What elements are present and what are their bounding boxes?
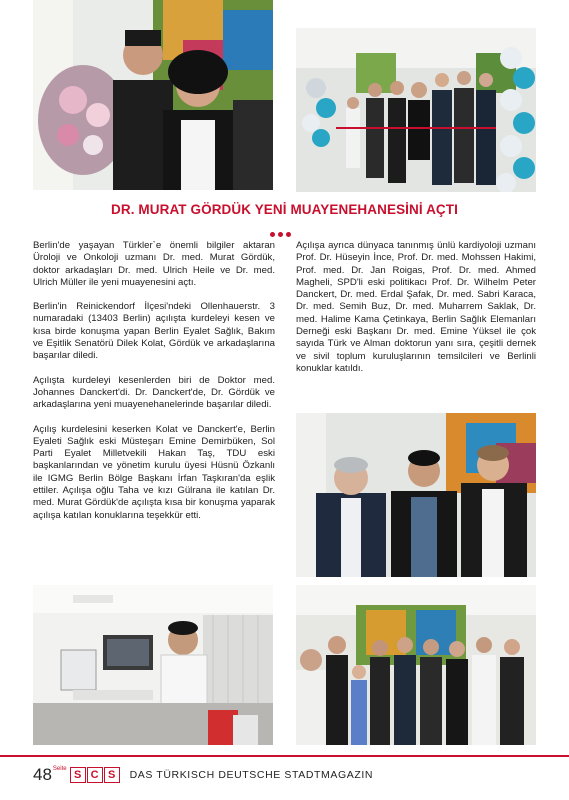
photo-ribbon-cutting [296,28,536,192]
paragraph: Açılışta kurdeleyi kesenlerden biri de Doktor med. Johannes Danckert'di. Dr. Danckert'de, Dr. Gördük ve arkadaşlarına yeni muayenehanelerinde başarılar diledi. [33,374,275,411]
headline-ornament [270,224,300,230]
photo-group [296,585,536,745]
magazine-logo [70,767,120,783]
article-column-left [33,240,275,534]
page-word: Seite [52,766,67,772]
page-number: 48 [33,765,52,784]
paragraph: Berlin'de yaşayan Türkler`e önemli bilgiler aktaran Üroloji ve Onkoloji uzmanı Dr. med. Murat Gördük, doktor arkadaşları Dr. med. Ulrich Heile ve Dr. med. Ulrich Müller ile yeni muayenesini açtı. [33,240,275,288]
photo-couple-flowers [33,0,273,190]
article-headline: DR. MURAT GÖRDÜK YENİ MUAYENEHANESİNİ AÇTI [111,202,458,217]
paragraph: Açılış kurdelesini keserken Kolat ve Danckert'e, Berlin Eyaleti Sağlık eski Müsteşarı Emine Demirbüken, Sol Parti Eyalet Milletvekili Hakan Taş, TDU eski başkanlarından ve yönetim kurulu üyesi Hüsnü Özkanlı ile IGMG Berlin Bölge Başkanı İrfan Taşkıran'da eşlik ettiler. Açılışa oğlu Taha ve kızı Gülrana ile katılan Dr. med. Murat Gördük'de açılışta kısa bir konuşma yaparak açılışa katılan konuklarına teşekkür etti. [33,423,275,521]
paragraph: Berlin'in Reinickendorf İlçesi'ndeki Ollenhauerstr. 3 numaradaki (13403 Berlin) açılışta kurdeleyi kesen ve kısa birde konuşma yapan Berlin Eyalet Sağlık, Bakım ve Eşitlik Senatörü Dilek Kolat, Gördük ve arkadaşlarına başarılar diledi. [33,301,275,362]
page-footer [33,763,373,787]
photo-three-men [296,413,536,577]
logo-letter: S [70,767,86,783]
photo-doctor-desk [33,585,273,745]
logo-letter: C [87,767,103,783]
magazine-name: DAS TÜRKISCH DEUTSCHE STADTMAGAZIN [129,769,374,781]
footer-rule [0,755,569,757]
paragraph: Açılışa ayrıca dünyaca tanınmış ünlü kardiyoloji uzmanı Prof. Dr. Hüseyin İnce, Prof. Dr. med. Mohssen Hakimi, Prof. med. Dr. Jan Roigas, Prof. Dr. med. Ahmed Magheli, SPD'li eski politikacı Prof. Dr. Wilhelm Peter Danckert, Dr. med. Erdal Şafak, Dr. med. Sabri Karaca, Dr. med. Semih Buz, Dr. med. Muharrem Saklak, Dr. med. Halime Kama Çetinkaya, Berlin Sağlık Elemanları Derneği eski Başkanı Dr. med. Emine Yüksel ile çok sayıda Türk ve Alman doktorun yanı sıra, çeşitli dernek ve sivil toplum kuruluşlarının temsilcileri ve Berlinli konuklar katıldı. [296,240,536,374]
logo-letter: S [104,767,120,783]
article-column-right [296,240,536,387]
